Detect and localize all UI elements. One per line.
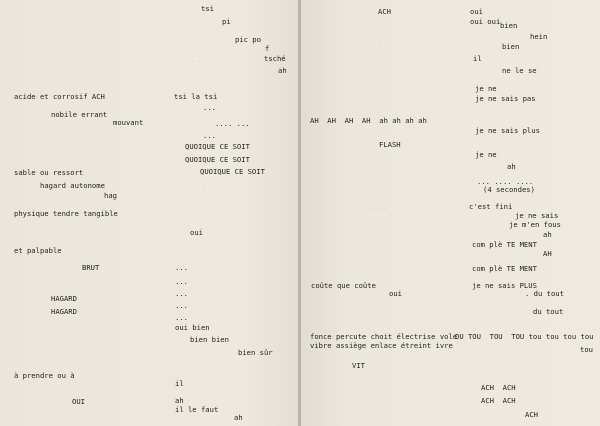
poem-line: oui xyxy=(190,228,203,237)
poem-line: coûte que coûte xyxy=(311,281,376,290)
bleed-through-text: - - - xyxy=(195,182,214,189)
poem-line: AH AH AH AH ah ah ah ah xyxy=(310,116,427,125)
poem-line: du tout xyxy=(533,307,564,316)
poem-line: . du tout xyxy=(525,289,564,298)
poem-line: hag xyxy=(104,191,117,200)
bleed-through-text: - - - xyxy=(371,42,390,49)
poem-line: oui xyxy=(389,289,402,298)
poem-line: tsché xyxy=(264,54,286,63)
poem-line: bien bien xyxy=(190,335,229,344)
poem-line: oui oui xyxy=(470,17,501,26)
poem-line: bien xyxy=(502,42,520,51)
poem-line: ah xyxy=(278,66,287,75)
poem-line: ... xyxy=(175,301,188,310)
poem-line: pi xyxy=(222,17,231,26)
poem-line: QUOIQUE CE SOIT xyxy=(200,167,265,176)
poem-line: ah xyxy=(234,413,243,422)
poem-line: ... xyxy=(203,103,216,112)
poem-line: ne le se xyxy=(502,66,537,75)
poem-line: tsi xyxy=(201,4,214,13)
poem-line: QUOIQUE CE SOIT xyxy=(185,155,250,164)
left-page xyxy=(0,0,299,426)
poem-line: ACH xyxy=(525,410,538,419)
poem-line: ACH ACH xyxy=(481,383,516,392)
poem-line: VIT xyxy=(352,361,365,370)
poem-line: com plè TE MENT xyxy=(472,264,537,273)
right-page xyxy=(301,0,600,426)
poem-line: ... xyxy=(175,277,188,286)
poem-line: je ne xyxy=(475,84,497,93)
poem-line: ACH ACH xyxy=(481,396,516,405)
poem-line: ah xyxy=(543,230,552,239)
poem-line: ... xyxy=(203,131,216,140)
poem-line: bien xyxy=(500,21,518,30)
poem-line: je m'en fous xyxy=(509,220,561,229)
poem-line: ... .... .... xyxy=(477,177,534,186)
poem-line: mouvant xyxy=(113,118,144,127)
poem-line: FLASH xyxy=(379,140,401,149)
poem-line: je ne xyxy=(475,150,497,159)
poem-line: .... ... xyxy=(215,119,250,128)
poem-line: OUI xyxy=(72,397,85,406)
poem-line: je ne sais plus xyxy=(475,126,540,135)
poem-line: fonce percute choit électrise vole xyxy=(310,332,458,341)
poem-line: il xyxy=(175,379,184,388)
poem-line: HAGARD xyxy=(51,307,77,316)
poem-line: pic po xyxy=(235,35,261,44)
poem-line: à prendre ou à xyxy=(14,371,75,380)
poem-line: com plè TE MENT xyxy=(472,240,537,249)
poem-line: (4 secondes) xyxy=(483,185,535,194)
poem-line: hein xyxy=(530,32,548,41)
poem-line: ah xyxy=(507,162,516,171)
poem-line: tou xyxy=(580,345,593,354)
poem-line: DU TOU TOU TOU tou tou tou tou xyxy=(455,332,594,341)
poem-line: il xyxy=(473,54,482,63)
bleed-through-text: - - - - xyxy=(190,58,216,65)
poem-line: c'est fini xyxy=(469,202,513,211)
poem-line: je ne sais xyxy=(515,211,559,220)
poem-line: HAGARD xyxy=(51,294,77,303)
poem-line: ACH xyxy=(378,7,391,16)
poem-line: hagard autonome xyxy=(40,181,105,190)
poem-line: ... xyxy=(175,313,188,322)
poem-line: ... xyxy=(175,289,188,298)
bleed-through-text: - - - - xyxy=(361,205,387,212)
poem-line: physique tendre tangible xyxy=(14,209,118,218)
poem-line: oui xyxy=(470,7,483,16)
poem-line: tsi la tsi xyxy=(174,92,218,101)
poem-line: bien sûr xyxy=(238,348,273,357)
poem-line: je ne sais pas xyxy=(475,94,536,103)
poem-line: et palpable xyxy=(14,246,62,255)
poem-line: acide et corrosif ACH xyxy=(14,92,105,101)
poem-line: AH xyxy=(543,249,552,258)
poem-line: ... xyxy=(175,263,188,272)
poem-line: f xyxy=(265,44,270,53)
poem-line: ah xyxy=(175,396,184,405)
poem-line: BRUT xyxy=(82,263,100,272)
poem-line: oui bien xyxy=(175,323,210,332)
poem-line: vibre assiège enlace étreint ivre xyxy=(310,341,453,350)
poem-line: QUOIQUE CE SOIT xyxy=(185,142,250,151)
poem-line: nobile errant xyxy=(51,110,108,119)
poem-line: je ne sais PLUS xyxy=(472,281,537,290)
poem-line: sable ou ressort xyxy=(14,168,84,177)
poem-line: il le faut xyxy=(175,405,219,414)
